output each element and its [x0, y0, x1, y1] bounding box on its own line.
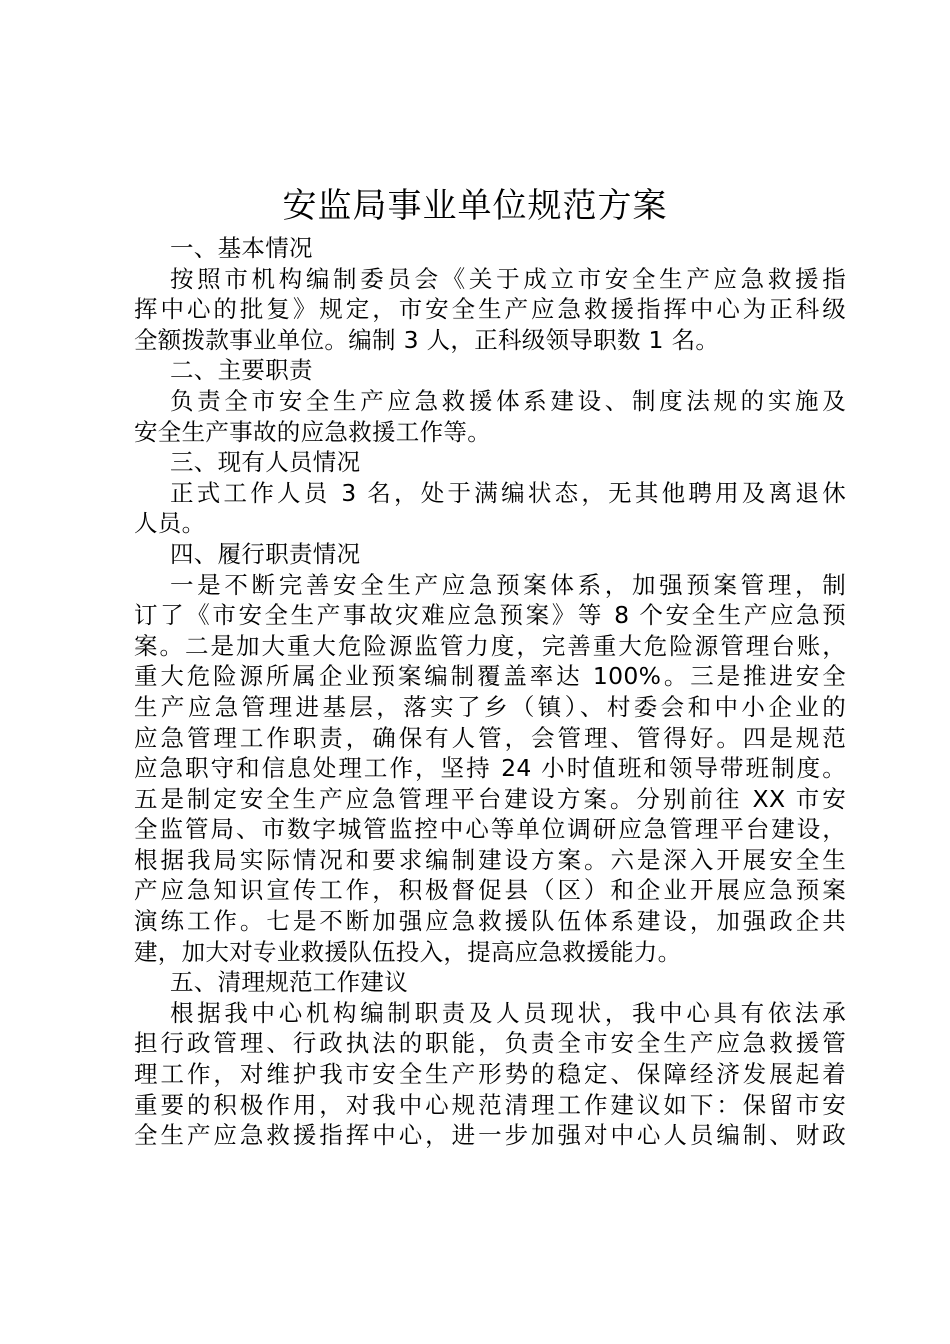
text-line: 挥中心的批复》规定，市安全生产应急救援指挥中心为正科级 [134, 295, 846, 324]
text-line: 四、履行职责情况 [170, 539, 361, 568]
document-body [134, 233, 846, 1151]
text-line: 按照市机构编制委员会《关于成立市安全生产应急救援指 [170, 264, 846, 293]
text-line: 二、主要职责 [170, 356, 313, 385]
text-line: 三、现有人员情况 [170, 448, 361, 477]
text-line: 理工作，对维护我市安全生产形势的稳定、保障经济发展起着 [134, 1060, 846, 1089]
text-line: 订了《市安全生产事故灾难应急预案》等 8 个安全生产应急预 [134, 601, 846, 630]
document-title: 安监局事业单位规范方案 [282, 186, 668, 226]
text-line: 案。二是加大重大危险源监管力度，完善重大危险源管理台账， [134, 631, 846, 660]
text-line: 人员。 [134, 509, 206, 538]
text-line: 演练工作。七是不断加强应急救援队伍体系建设，加强政企共 [134, 907, 846, 936]
text-line: 根据我中心机构编制职责及人员现状，我中心具有依法承 [170, 998, 846, 1027]
text-line: 产应急知识宣传工作，积极督促县（区）和企业开展应急预案 [134, 876, 846, 905]
text-line: 重大危险源所属企业预案编制覆盖率达 100%。三是推进安全 [134, 662, 846, 691]
text-line: 全生产应急救援指挥中心，进一步加强对中心人员编制、财政 [134, 1121, 846, 1150]
text-line: 根据我局实际情况和要求编制建设方案。六是深入开展安全生 [134, 845, 846, 874]
text-line: 重要的积极作用，对我中心规范清理工作建议如下：保留市安 [134, 1090, 846, 1119]
text-line: 一、基本情况 [170, 234, 313, 262]
text-line: 应急职守和信息处理工作，坚持 24 小时值班和领导带班制度。 [134, 754, 846, 783]
text-line: 正式工作人员 3 名，处于满编状态，无其他聘用及离退休 [170, 478, 846, 507]
text-line: 安全生产事故的应急救援工作等。 [134, 417, 491, 446]
text-line: 生产应急管理进基层，落实了乡（镇）、村委会和中小企业的 [134, 692, 846, 721]
text-line: 五是制定安全生产应急管理平台建设方案。分别前往 XX 市安 [134, 784, 846, 813]
text-line: 一是不断完善安全生产应急预案体系，加强预案管理，制 [170, 570, 846, 599]
text-line: 全额拨款事业单位。编制 3 人，正科级领导职数 1 名。 [134, 325, 720, 354]
text-line: 建，加大对专业救援队伍投入，提高应急救援能力。 [134, 937, 682, 966]
text-line: 负责全市安全生产应急救援体系建设、制度法规的实施及 [170, 386, 846, 415]
text-line: 五、清理规范工作建议 [170, 968, 408, 997]
text-line: 应急管理工作职责，确保有人管，会管理、管得好。四是规范 [134, 723, 846, 752]
text-line: 全监管局、市数字城管监控中心等单位调研应急管理平台建设， [134, 815, 846, 844]
text-line: 担行政管理、行政执法的职能，负责全市安全生产应急救援管 [134, 1029, 846, 1058]
